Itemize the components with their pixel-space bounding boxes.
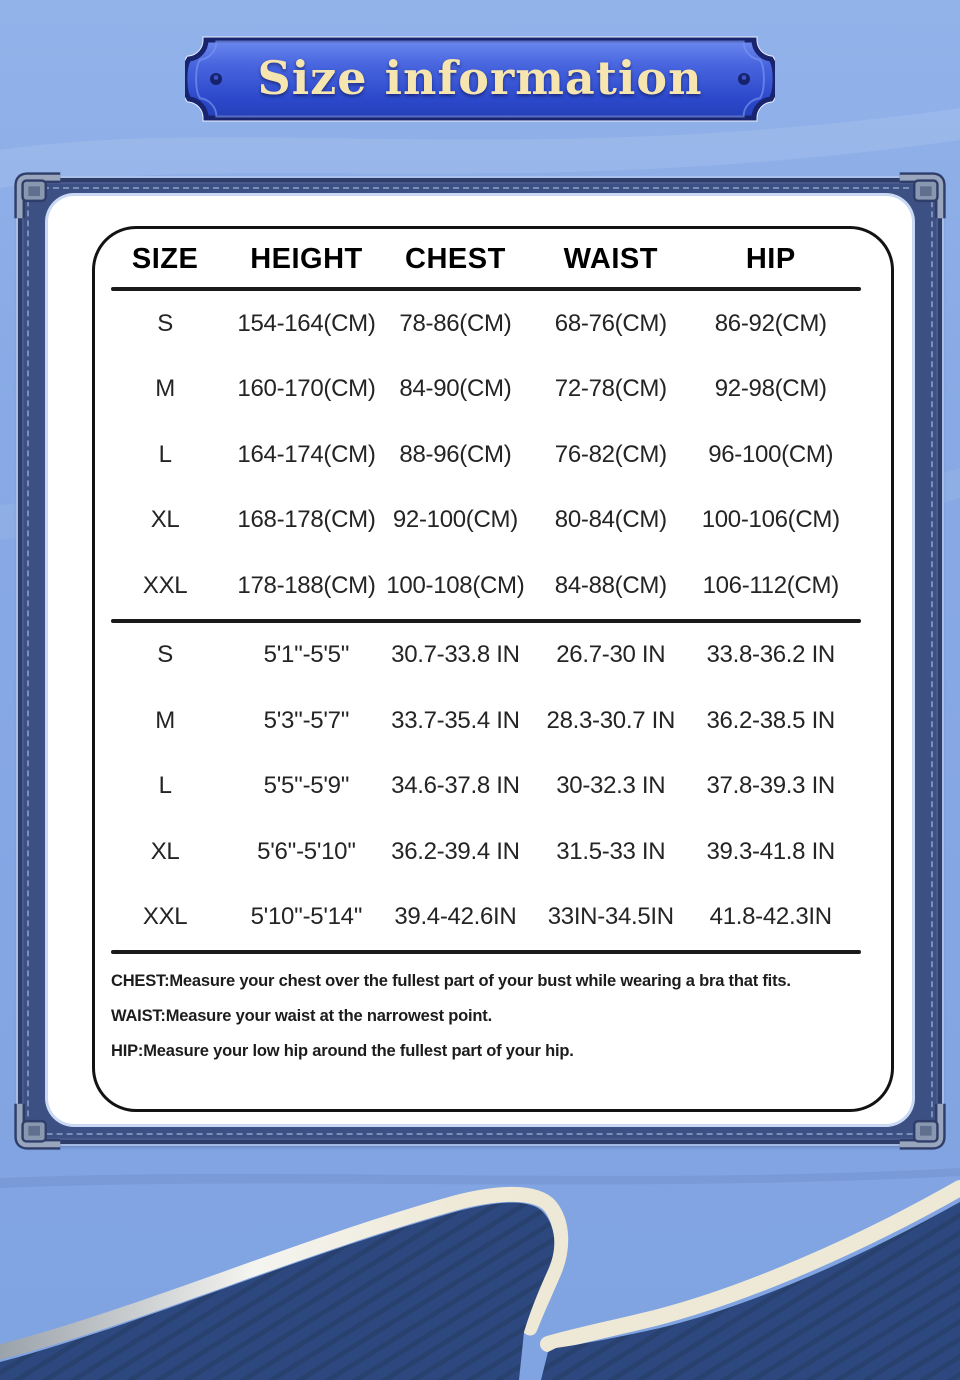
table-cell: 26.7-30 IN — [556, 641, 666, 669]
page-title: Size information — [257, 50, 703, 105]
table-cell: 72-78(CM) — [554, 375, 667, 403]
column-header: WAIST — [563, 242, 658, 275]
table-cell: 36.2-39.4 IN — [391, 837, 520, 865]
table-row — [95, 488, 891, 554]
table-cell: 5'3''-5'7'' — [263, 706, 350, 734]
table-row — [95, 422, 891, 488]
table-row — [95, 688, 891, 754]
frame-corner-ornament-icon — [892, 168, 950, 226]
frame-corner-ornament-icon — [892, 1096, 950, 1154]
frame-corner-ornament-icon — [10, 168, 68, 226]
column-header: HEIGHT — [250, 242, 363, 275]
table-cell: 31.5-33 IN — [556, 837, 666, 865]
table-cell: 78-86(CM) — [399, 309, 512, 337]
table-row — [95, 885, 891, 951]
in-section — [95, 623, 891, 951]
table-cell: XL — [150, 837, 180, 865]
table-cell: 154-164(CM) — [237, 309, 376, 337]
table-cell: XXL — [142, 903, 188, 931]
table-cell: 41.8-42.3IN — [709, 903, 832, 931]
table-cell: 5'5''-5'9'' — [263, 772, 350, 800]
table-cell: 34.6-37.8 IN — [391, 772, 520, 800]
table-cell: 28.3-30.7 IN — [546, 706, 676, 734]
table-cell: 30-32.3 IN — [556, 772, 666, 800]
table-cell: M — [155, 375, 175, 403]
table-cell: XXL — [142, 571, 188, 599]
size-info-banner — [185, 36, 775, 124]
table-cell: XL — [150, 506, 180, 534]
measuring-notes — [95, 954, 891, 1069]
table-cell: 76-82(CM) — [554, 440, 667, 468]
table-header-row — [95, 231, 891, 287]
table-cell: 92-100(CM) — [392, 506, 518, 534]
table-row — [95, 819, 891, 885]
column-header: HIP — [745, 242, 796, 275]
table-cell: 88-96(CM) — [399, 440, 512, 468]
table-cell: 96-100(CM) — [708, 440, 834, 468]
table-cell: 84-88(CM) — [554, 571, 667, 599]
table-cell: 164-174(CM) — [237, 440, 376, 468]
table-cell: S — [157, 309, 173, 337]
table-cell: 39.4-42.6IN — [394, 903, 517, 931]
column-header: SIZE — [131, 242, 199, 275]
table-row — [95, 357, 891, 423]
table-cell: 168-178(CM) — [237, 506, 376, 534]
wave-decoration — [0, 1140, 960, 1380]
chest-note: CHEST:Measure your chest over the fullest part of your bust while wearing a bra that fits. — [111, 972, 791, 990]
table-cell: 92-98(CM) — [714, 375, 827, 403]
table-cell: 68-76(CM) — [554, 309, 667, 337]
table-cell: 39.3-41.8 IN — [706, 837, 835, 865]
table-cell: L — [158, 440, 172, 468]
table-cell: L — [158, 772, 172, 800]
table-cell: 5'1''-5'5'' — [263, 641, 350, 669]
size-chart-card — [48, 196, 912, 1124]
table-row — [95, 754, 891, 820]
table-cell: 5'6''-5'10'' — [257, 837, 356, 865]
table-cell: S — [157, 641, 173, 669]
table-cell: 5'10''-5'14'' — [250, 903, 363, 931]
table-row — [95, 291, 891, 357]
table-row — [95, 623, 891, 689]
column-header: CHEST — [405, 242, 506, 275]
table-cell: 106-112(CM) — [702, 571, 839, 599]
table-cell: 100-106(CM) — [701, 506, 840, 534]
table-cell: 36.2-38.5 IN — [706, 706, 835, 734]
table-cell: 37.8-39.3 IN — [706, 772, 835, 800]
table-cell: M — [155, 706, 175, 734]
table-row — [95, 553, 891, 619]
table-cell: 100-108(CM) — [386, 571, 525, 599]
table-cell: 178-188(CM) — [237, 571, 376, 599]
size-chart-table — [92, 226, 894, 1112]
table-cell: 86-92(CM) — [714, 309, 827, 337]
table-cell: 30.7-33.8 IN — [391, 641, 520, 669]
table-cell: 33.8-36.2 IN — [706, 641, 835, 669]
table-cell: 33.7-35.4 IN — [391, 706, 520, 734]
table-cell: 33IN-34.5IN — [547, 903, 674, 931]
frame-corner-ornament-icon — [10, 1096, 68, 1154]
cm-section — [95, 291, 891, 619]
denim-frame — [18, 178, 942, 1144]
table-cell: 160-170(CM) — [237, 375, 376, 403]
table-cell: 84-90(CM) — [399, 375, 512, 403]
table-cell: 80-84(CM) — [554, 506, 667, 534]
waist-note: WAIST:Measure your waist at the narrowest point. — [111, 1007, 492, 1025]
hip-note: HIP:Measure your low hip around the fullest part of your hip. — [111, 1042, 574, 1060]
